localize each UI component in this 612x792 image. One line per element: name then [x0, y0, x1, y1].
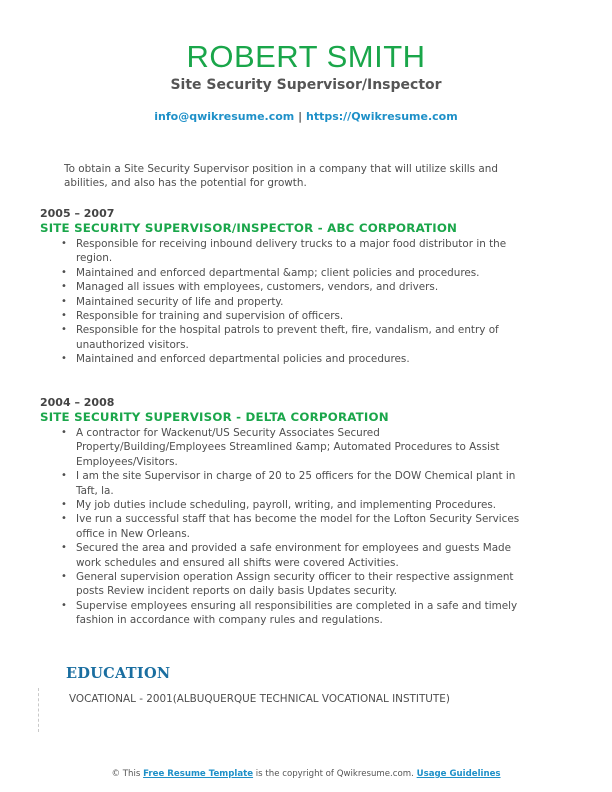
bullet-icon: •: [61, 542, 67, 554]
education-divider: [38, 688, 39, 732]
bullet-text: Supervise employees ensuring all responsibilities are completed in a safe and timely fashion in accordance with company rules and regulations.: [76, 599, 518, 627]
job-bullet: [61, 352, 520, 366]
bullet-text: Responsible for the hospital patrols to prevent theft, fire, vandalism, and entry of unauthorized visitors.: [76, 324, 499, 351]
bullet-icon: •: [61, 310, 67, 322]
footer: [0, 768, 612, 780]
bullet-text: A contractor for Wackenut/US Security Associates Secured Property/Building/Employees Streamlined &amp; Automated Procedures to Assist Employees/Visitors.: [76, 427, 500, 468]
job-bullet: [61, 323, 520, 352]
job-bullet: [61, 280, 520, 294]
bullet-text: Maintained and enforced departmental &amp; client policies and procedures.: [76, 266, 480, 279]
contact-separator: |: [298, 110, 303, 123]
experience-entry: [40, 396, 520, 628]
job-bullet: [61, 541, 520, 570]
job-bullet: [61, 309, 520, 323]
contact-line: [0, 110, 612, 124]
resume-header: [0, 40, 612, 124]
bullet-icon: •: [61, 427, 67, 438]
job-bullet: [61, 266, 520, 280]
usage-guidelines-link[interactable]: Usage Guidelines: [416, 769, 501, 779]
bullet-icon: •: [61, 324, 67, 336]
job-dates: 2004 – 2008: [40, 396, 115, 409]
bullet-icon: •: [61, 470, 67, 482]
candidate-title: Site Security Supervisor/Inspector: [170, 77, 442, 93]
job-role: SITE SECURITY SUPERVISOR - DELTA CORPORATION: [40, 410, 389, 424]
job-bullet: [61, 469, 520, 498]
email-link[interactable]: info@qwikresume.com: [154, 110, 295, 123]
bullet-icon: •: [61, 353, 67, 365]
education-heading: EDUCATION: [66, 665, 171, 682]
experience-entry: [40, 207, 520, 367]
footer-prefix: © This: [111, 769, 141, 779]
job-bullet: [61, 295, 520, 309]
bullet-text: Secured the area and provided a safe environment for employees and guests Made work schedules and ensured all shifts were covered Activities.: [76, 542, 512, 569]
bullet-text: I am the site Supervisor in charge of 20 to 25 officers for the DOW Chemical plant in Taft, la.: [76, 470, 516, 497]
job-bullet: [61, 498, 520, 512]
bullet-icon: •: [61, 295, 67, 307]
education-section: [38, 664, 578, 706]
bullet-text: Ive run a successful staff that has become the model for the Lofton Security Services office in New Orleans.: [76, 513, 520, 540]
bullet-icon: •: [61, 513, 67, 525]
footer-copyright-text: is the copyright of Qwikresume.com.: [255, 769, 414, 779]
job-bullet-list: [40, 426, 520, 628]
bullet-text: Managed all issues with employees, customers, vendors, and drivers.: [76, 281, 439, 294]
bullet-icon: •: [61, 238, 67, 249]
job-bullet-list: [40, 237, 520, 367]
objective-text: To obtain a Site Security Supervisor position in a company that will utilize skills and abilities, and also has the potential for growth.: [64, 163, 498, 189]
job-role: SITE SECURITY SUPERVISOR/INSPECTOR - ABC CORPORATION: [40, 221, 458, 235]
bullet-icon: •: [61, 281, 67, 293]
candidate-name: ROBERT SMITH: [186, 39, 426, 74]
job-bullet: [61, 599, 520, 628]
bullet-icon: •: [61, 266, 67, 278]
bullet-text: Responsible for receiving inbound delivery trucks to a major food distributor in the region.: [76, 238, 507, 265]
bullet-text: General supervision operation Assign security officer to their respective assignment posts Review incident reports on daily basis Updates security.: [76, 571, 514, 598]
education-item: VOCATIONAL - 2001(ALBUQUERQUE TECHNICAL VOCATIONAL INSTITUTE): [69, 693, 450, 705]
bullet-text: My job duties include scheduling, payroll, writing, and implementing Procedures.: [76, 499, 497, 512]
bullet-text: Responsible for training and supervision of officers.: [76, 310, 344, 323]
bullet-icon: •: [61, 499, 67, 511]
free-resume-template-link[interactable]: Free Resume Template: [143, 769, 254, 779]
job-bullet: [61, 426, 520, 469]
bullet-icon: •: [61, 599, 67, 611]
website-link[interactable]: https://Qwikresume.com: [305, 110, 458, 123]
bullet-text: Maintained security of life and property.: [76, 295, 284, 308]
job-dates: 2005 – 2007: [40, 207, 115, 220]
job-bullet: [61, 570, 520, 599]
job-bullet: [61, 512, 520, 541]
bullet-icon: •: [61, 571, 67, 583]
job-bullet: [61, 237, 520, 266]
bullet-text: Maintained and enforced departmental policies and procedures.: [76, 353, 410, 366]
